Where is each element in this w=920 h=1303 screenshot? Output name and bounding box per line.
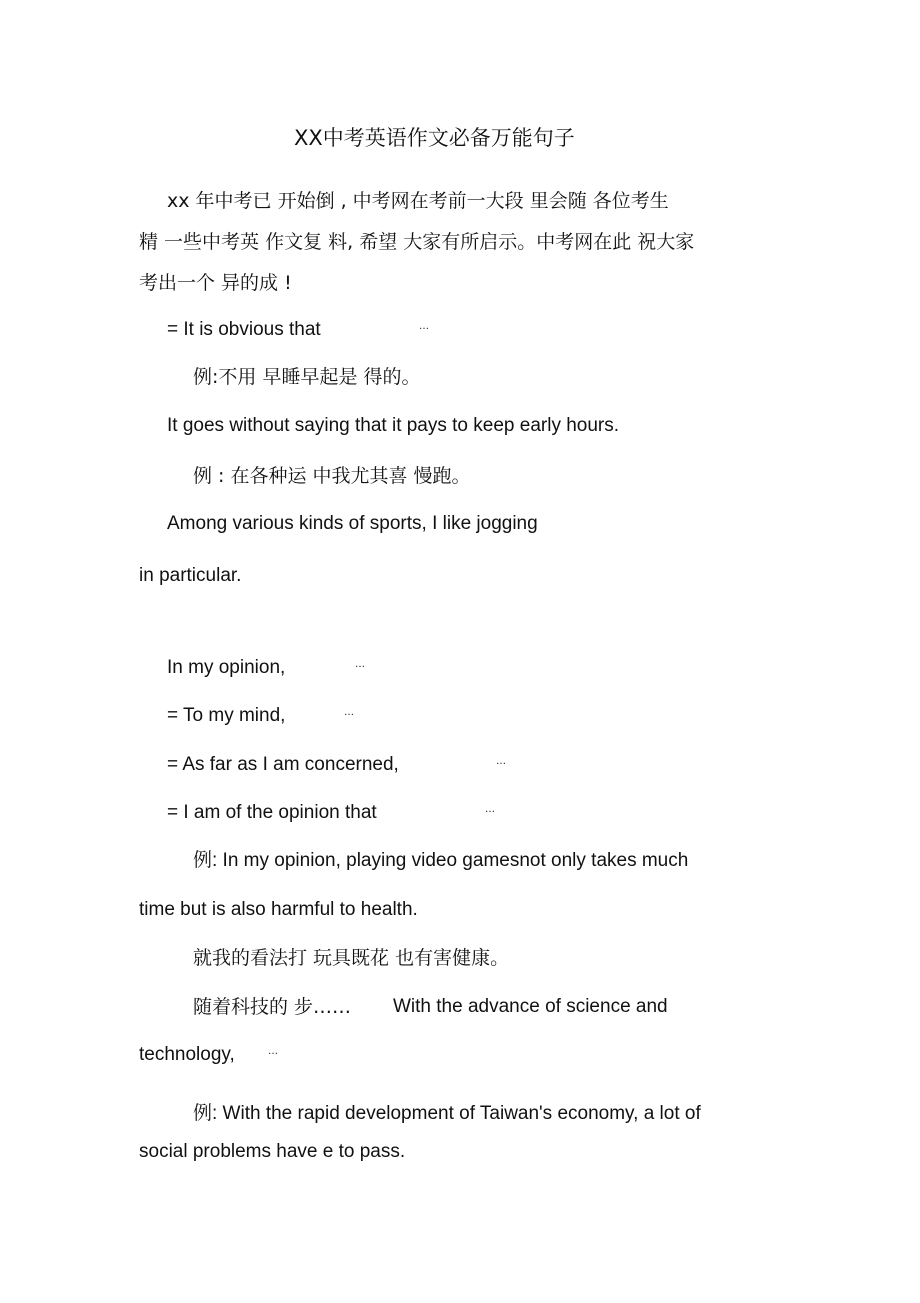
example-2-chinese: 例 : 在各种运 中我尤其喜 慢跑。 [193,465,471,487]
ellipsis-marker: … [485,804,495,815]
page-title: XX中考英语作文必备万能句子 [294,126,575,150]
phrase-in-my-opinion: In my opinion, [167,657,286,678]
example-3-chinese: 就我的看法打 玩具既花 也有害健康。 [193,947,510,969]
example-1-chinese: 例:不用 早睡早起是 得的。 [193,366,421,388]
intro-line-1: xx 年中考已 开始倒 , 中考网在考前一大段 里会随 各位考生 [167,190,669,212]
ellipsis-marker: … [344,707,354,718]
phrase-to-my-mind: = To my mind, [167,705,286,726]
example-3-english-line-1: 例: In my opinion, playing video gamesnot only takes much [193,850,689,871]
ellipsis-marker: … [419,321,429,332]
example-4-english-line-2: social problems have e to pass. [139,1141,406,1162]
ellipsis-marker: … [268,1046,278,1057]
intro-line-2: 精 一些中考英 作文复 料, 希望 大家有所启示。中考网在此 祝大家 [139,231,695,253]
phrase-obvious: = It is obvious that [167,319,321,340]
phrase-of-the-opinion: = I am of the opinion that [167,802,377,823]
phrase-advance-english-line-2: technology, [139,1044,235,1065]
example-4-english-line-1: 例: With the rapid development of Taiwan's economy, a lot of [193,1103,701,1124]
ellipsis-marker: … [496,756,506,767]
example-2-english-line-2: in particular. [139,565,242,586]
intro-line-3: 考出一个 异的成 ! [139,272,292,294]
ellipsis-marker: … [355,659,365,670]
phrase-advance-chinese: 随着科技的 步…… [193,996,352,1018]
example-2-english-line-1: Among various kinds of sports, I like jogging [167,513,538,534]
example-1-english: It goes without saying that it pays to keep early hours. [167,415,620,436]
example-3-english-line-2: time but is also harmful to health. [139,899,418,920]
phrase-as-far-as-concerned: = As far as I am concerned, [167,754,399,775]
phrase-advance-english: With the advance of science and [393,996,668,1017]
